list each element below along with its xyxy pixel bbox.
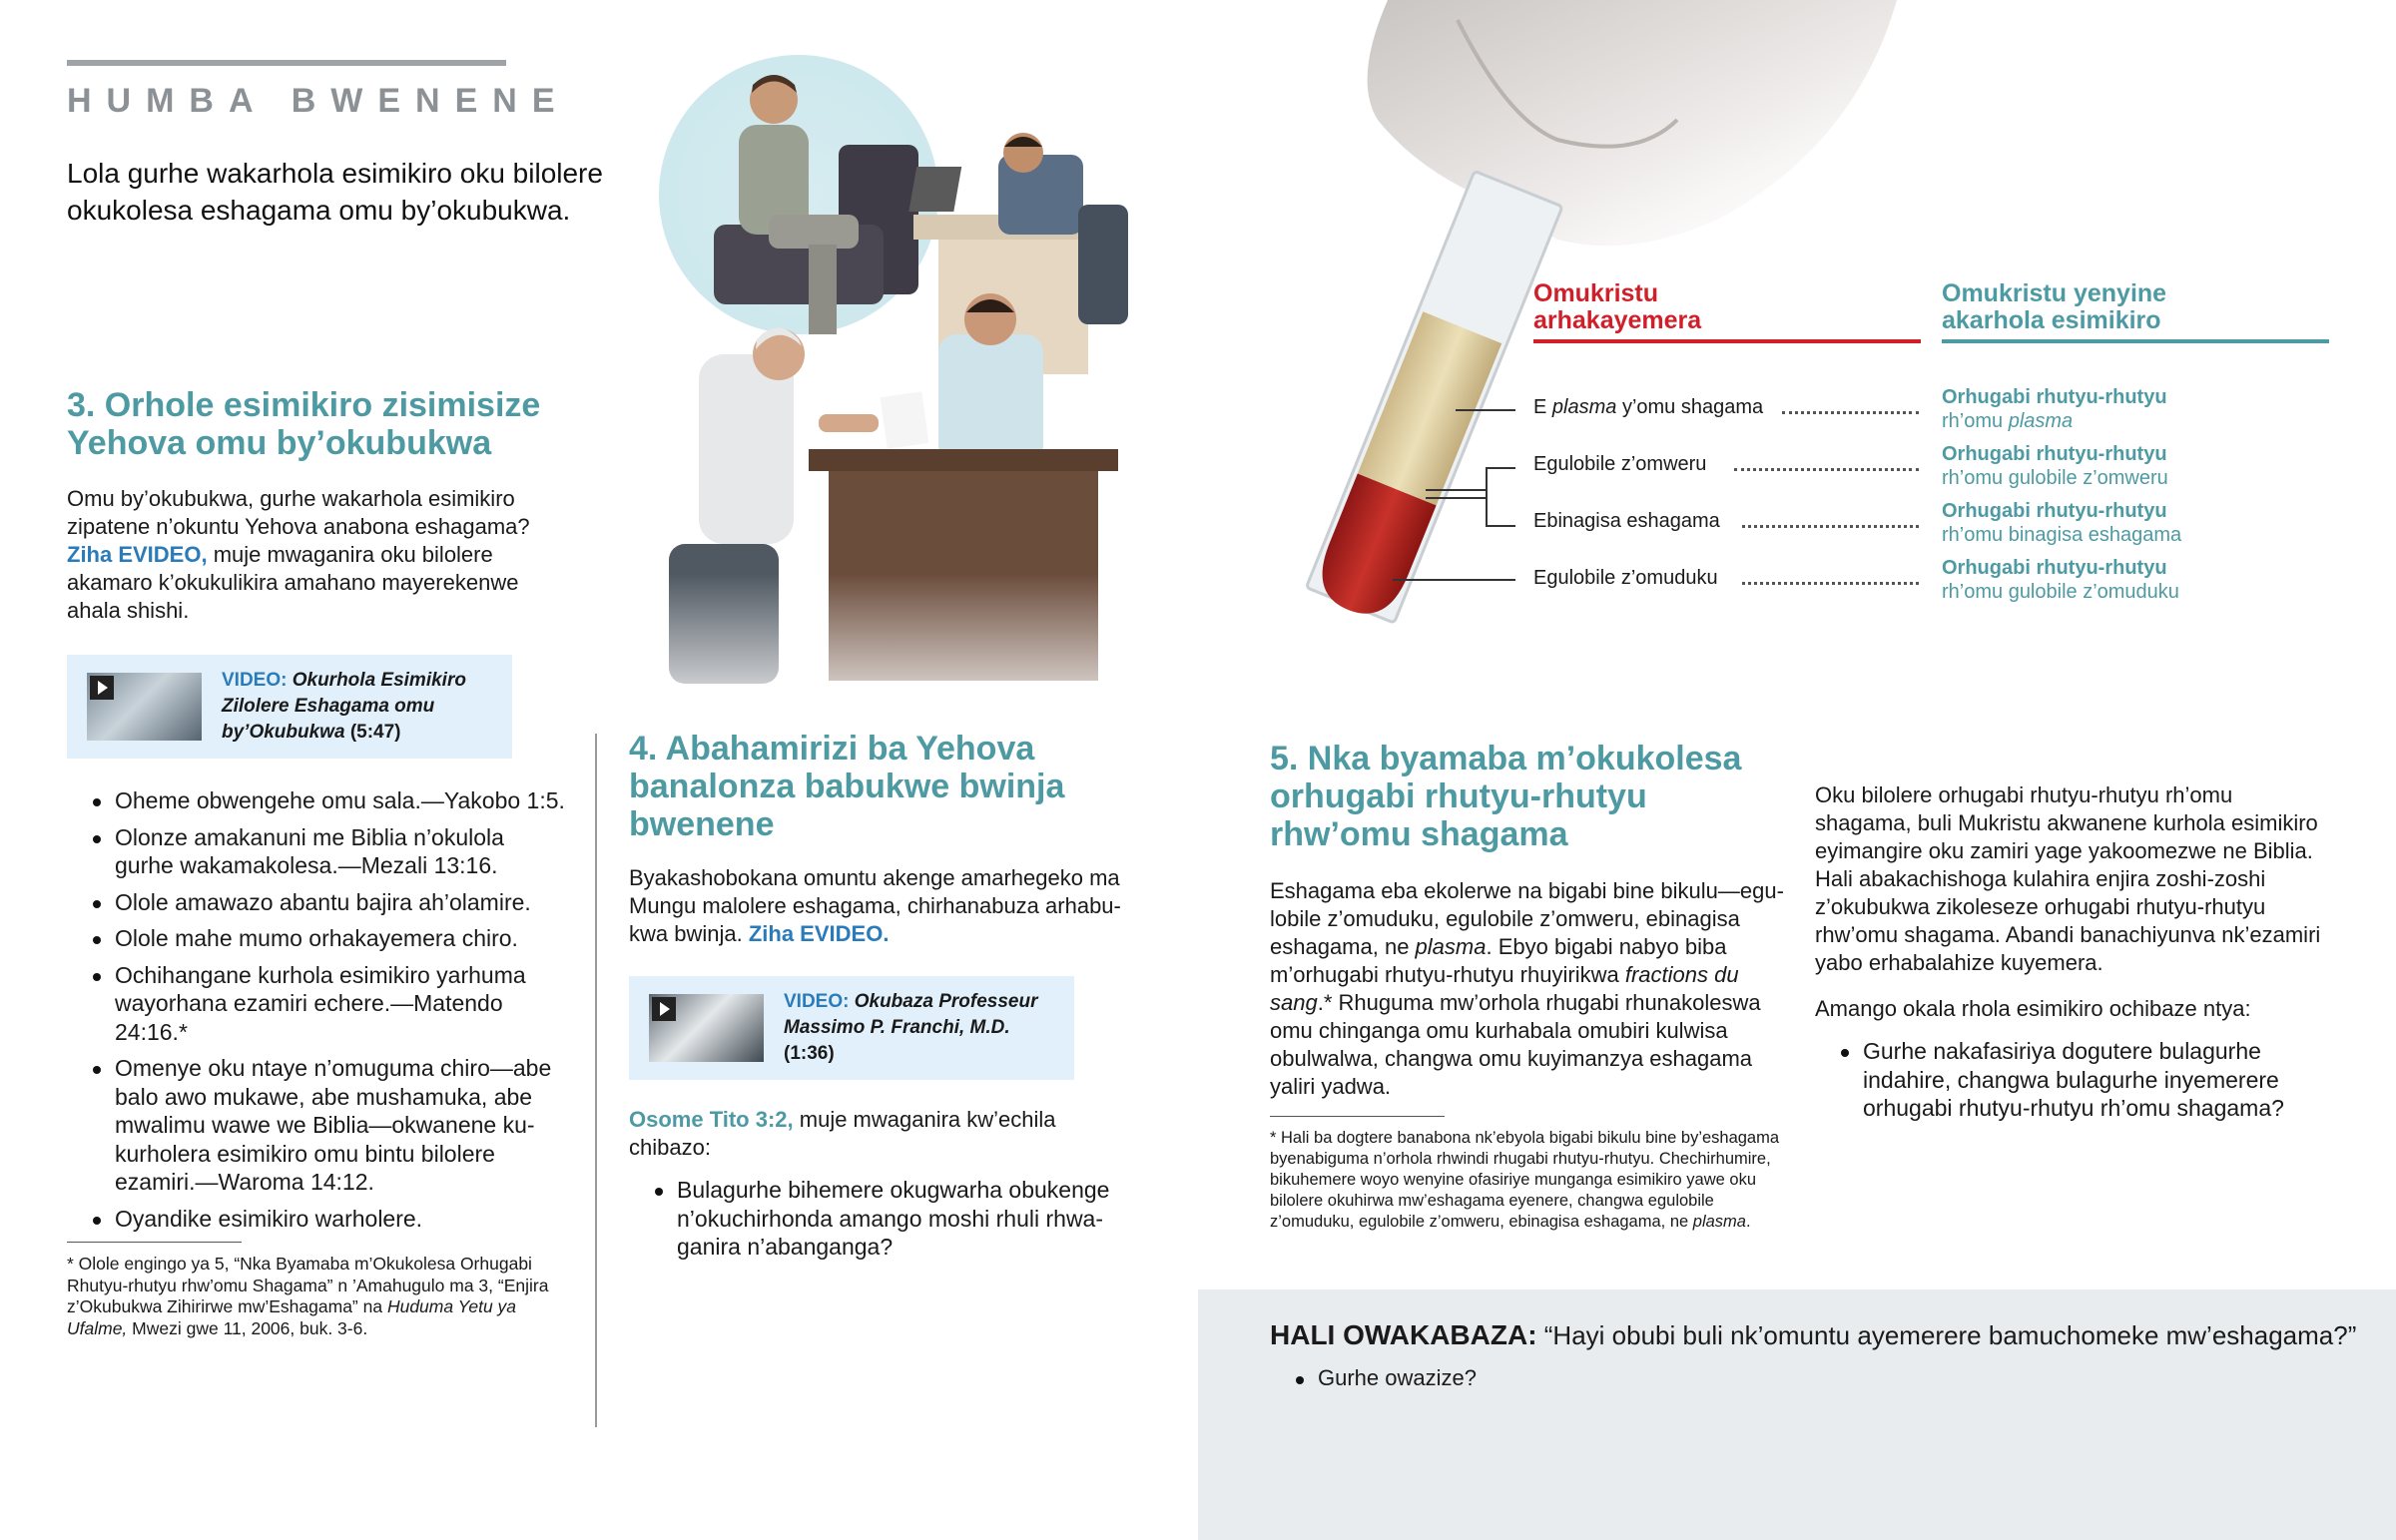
- list-item: Olole amawazo abantu bajira ah’olamire.: [67, 888, 566, 917]
- pointer-line: [1426, 489, 1486, 491]
- question-list: [1270, 1364, 1869, 1401]
- play-icon[interactable]: [652, 997, 676, 1021]
- dotted-leader: [1742, 525, 1919, 528]
- column-2-title-line1: Omukristu yenyine: [1942, 279, 2167, 307]
- row-label-platelets: Ebinagisa eshagama: [1533, 510, 1720, 532]
- doctor-consultation-illustration: [619, 55, 1158, 734]
- video-link[interactable]: Ziha EVIDEO.: [748, 921, 890, 946]
- row-answer-white-cells: [1942, 442, 2168, 490]
- footnote-text: * Olole engingo ya 5, “Nka Byamaba m’Okukolesa Orhugabi Rhutyu-rhutyu rhw’omu Shagama” n ’Amahugulo ma 3, “Enjira z’Okubukwa Zihirirwe mw’Eshagama” na: [67, 1254, 549, 1316]
- pointer-line: [1393, 579, 1515, 581]
- video-card-2-text: [784, 989, 1053, 1067]
- question-text: [1270, 1319, 2368, 1351]
- section-kicker: HUMBA BWENENE: [67, 82, 570, 120]
- list-item: Gurhe nakafasiriya dogutere bulagurhe indahire, changwa bulagurhe inyemerere orhugabi rhutyu-rhutyu rh’omu shagama?: [1815, 1037, 2334, 1123]
- answer-bold: Orhugabi rhutyu-rhutyu: [1942, 386, 2167, 408]
- answer-italic: plasma: [2008, 410, 2074, 432]
- section-5-paragraph-2: Oku bilolere orhugabi rhutyu-rhutyu rh’omu shagama, buli Mukristu akwanene kurhola esimikiro eyimangire oku zamiri yage yakoomezwe ne Biblia. Hali abakachishoga kulahira enjira zoshi-zoshi z’okubukwa zikoleseze orhugabi rhutyu-rhutyu rhw’omu shagama. Abandi banachiyunva nk’ezamiri yabo erhabalahize kuyemera.: [1815, 782, 2321, 975]
- play-icon[interactable]: [90, 676, 114, 700]
- footnote-rule: [67, 1242, 242, 1243]
- column-1-rule: [1533, 339, 1921, 343]
- section-5-title: 5. Nka byamaba m’okukolesa orhugabi rhutyu-rhutyu rhw’omu shagama: [1270, 740, 1742, 853]
- paragraph-italic: fractions du sang: [1270, 962, 1739, 1015]
- list-item: Ochihangane kurhola esimikiro yarhuma wayorhana ezamiri echere.—Matendo 24:16.*: [67, 961, 566, 1047]
- section-4-body-text: Byakashobokana omuntu akenge amarhegeko ma Mungu malolere eshagama, chirhanabuza arhabukwa bwinja.: [629, 865, 1121, 946]
- column-2-rule: [1942, 339, 2329, 343]
- intro-text: Lola gurhe wakarhola esimikiro oku bilolere okukolesa eshagama omu by’okubukwa.: [67, 158, 603, 226]
- video-title: Okurhola Esimikiro Zilolere Eshagama omu by’Okubukwa: [222, 670, 466, 743]
- video-card-2[interactable]: [629, 976, 1074, 1080]
- paragraph-text: .* Rhuguma mw’orhola rhugabi rhunakoleswa omu chinganga omu kurhabala omubiri kulwisa obulwalwa, changwa omu kuyimanzya eshagama yaliri yadwa.: [1270, 990, 1761, 1099]
- section-5-paragraph-3: Amango okala rhola esimikiro ochibaze ntya:: [1815, 996, 2251, 1021]
- answer-bold: Orhugabi rhutyu-rhutyu: [1942, 500, 2167, 522]
- list-item: Olonze amakanuni me Biblia n’okulola gurhe wakamakolesa.—Mezali 13:16.: [67, 823, 566, 880]
- section-3-body-rest: muje mwaganira oku bilolere akamaro k’okukulikira amahano mayerekenwe ahala shishi.: [67, 542, 519, 623]
- answer-text: rh’omu binagisa eshagama: [1942, 524, 2182, 546]
- pointer-line: [1456, 409, 1515, 411]
- video-card-1[interactable]: [67, 655, 512, 759]
- dotted-leader: [1782, 411, 1919, 414]
- list-item: Olole mahe mumo orhakayemera chiro.: [67, 924, 566, 953]
- question-label: HALI OWAKABAZA:: [1270, 1319, 1537, 1350]
- section-4-questions: [629, 1176, 1118, 1270]
- row-label-text: E: [1533, 396, 1552, 418]
- section-3-body-text: Omu by’okubukwa, gurhe wakarhola esimikiro zipatene n’okuntu Yehova anabona eshagama?: [67, 486, 530, 539]
- section-3-body: [67, 485, 566, 625]
- dotted-leader: [1742, 582, 1919, 585]
- tips-list: [67, 786, 566, 1241]
- list-item: Omenye oku ntaye n’omuguma chiro—abe balo awo mukawe, abe mushamuka, abe mwalimu wawe we Biblia—okwanene kukurholera esimikiro omu bintu bilolere ezamiri.—Waroma 14:12.: [67, 1054, 566, 1197]
- footnote-right: [1270, 1128, 1789, 1233]
- video-thumbnail[interactable]: [649, 994, 764, 1062]
- footnote-rule: [1270, 1116, 1445, 1117]
- row-label-plasma: [1533, 396, 1763, 419]
- row-answer-red-cells: [1942, 556, 2179, 604]
- paragraph-text: Eshagama eba ekolerwe na bigabi bine bikulu—egulobile z’omuduku, egulobile z’omweru, ebinagisa eshagama, ne: [1270, 878, 1784, 959]
- column-2-title-line2: akarhola esimikiro: [1942, 306, 2161, 334]
- video-duration: (1:36): [784, 1043, 835, 1064]
- answer-text: rh’omu: [1942, 410, 2009, 432]
- section-5-questions: [1815, 1037, 2334, 1131]
- answer-bold: Orhugabi rhutyu-rhutyu: [1942, 443, 2167, 465]
- footnote-italic: Huduma Yetu ya Ufalme,: [67, 1296, 517, 1338]
- paragraph-italic: plasma: [1415, 934, 1487, 959]
- answer-bold: Orhugabi rhutyu-rhutyu: [1942, 557, 2167, 579]
- question-body: “Hayi obubi buli nk’omuntu ayemerere bamuchomeke mw’eshagama?”: [1536, 1320, 2357, 1350]
- pointer-line: [1486, 525, 1515, 527]
- footnote-text: * Hali ba dogtere banabona nk’ebyola bigabi bikulu bine by’eshagama byenabiguma n’orhola rhwindi rhugabi rhutyu-rhutyu. Chechirhumire, bikuhemere woyo wenyine ofasiriye munganga esimikiro yawe oku bilolere okuhirwa mw’eshagama eyenere, changwa egulobile z’omuduku, egulobile z’omweru, ebinagisa eshagama, ne: [1270, 1129, 1780, 1231]
- paragraph-text: . Ebyo bigabi nabyo biba m’orhugabi rhutyu-rhutyu rhuyirikwa: [1270, 934, 1727, 987]
- video-label: VIDEO:: [222, 670, 288, 691]
- row-label-white-cells: Egulobile z’omweru: [1533, 453, 1707, 475]
- section-5-paragraph-1: [1270, 877, 1789, 1101]
- video-thumbnail[interactable]: [87, 673, 202, 741]
- list-item: Gurhe owazize?: [1270, 1364, 1869, 1393]
- video-duration: (5:47): [349, 722, 401, 743]
- column-divider: [595, 734, 597, 1427]
- scripture-text: muje mwaganira kw’echila chibazo:: [629, 1107, 1056, 1160]
- footnote-text-end: Mwezi gwe 11, 2006, buk. 3-6.: [127, 1317, 368, 1338]
- row-label-italic: plasma: [1551, 396, 1617, 418]
- section-3-title: 3. Orhole esimikiro zisimisize Yehova omu by’okubukwa: [67, 386, 541, 462]
- answer-text: rh’omu gulobile z’omuduku: [1942, 581, 2179, 603]
- column-1-header: [1533, 280, 1701, 334]
- column-2-header: [1942, 280, 2166, 334]
- pointer-line: [1486, 467, 1515, 469]
- list-item: Bulagurhe bihemere okugwarha obukenge n’okuchirhonda amango moshi rhuli rhwaganira n’abanganga?: [629, 1176, 1118, 1262]
- video-card-1-text: [222, 668, 481, 746]
- footnote-text-end: .: [1745, 1213, 1751, 1231]
- row-answer-plasma: [1942, 385, 2167, 433]
- footnote-italic: plasma: [1692, 1213, 1746, 1231]
- section-4-scripture: [629, 1106, 1098, 1162]
- column-1-title-line1: Omukristu: [1533, 279, 1659, 307]
- section-4-title: 4. Abahamirizi ba Yehova banalonza babukwe bwinja bwenene: [629, 730, 1065, 843]
- pointer-line: [1486, 467, 1488, 527]
- dotted-leader: [1734, 468, 1919, 471]
- video-link[interactable]: Ziha EVIDEO,: [67, 542, 208, 567]
- top-rule: [67, 60, 506, 66]
- footnote-left: [67, 1254, 561, 1339]
- list-item: Oheme obwengehe omu sala.—Yakobo 1:5.: [67, 786, 566, 815]
- section-4-body: [629, 864, 1128, 948]
- column-1-title-line2: arhakayemera: [1533, 306, 1702, 334]
- video-label: VIDEO:: [784, 991, 850, 1012]
- scripture-link[interactable]: Osome Tito 3:2,: [629, 1107, 794, 1132]
- row-label-text: y’omu shagama: [1616, 396, 1764, 418]
- pointer-line: [1426, 497, 1486, 499]
- row-label-red-cells: Egulobile z’omuduku: [1533, 567, 1718, 589]
- video-title: Okubaza Professeur Massimo P. Franchi, M.D.: [784, 991, 1038, 1038]
- row-answer-platelets: [1942, 499, 2181, 547]
- answer-text: rh’omu gulobile z’omweru: [1942, 467, 2168, 489]
- list-item: Oyandike esimikiro warholere.: [67, 1205, 566, 1234]
